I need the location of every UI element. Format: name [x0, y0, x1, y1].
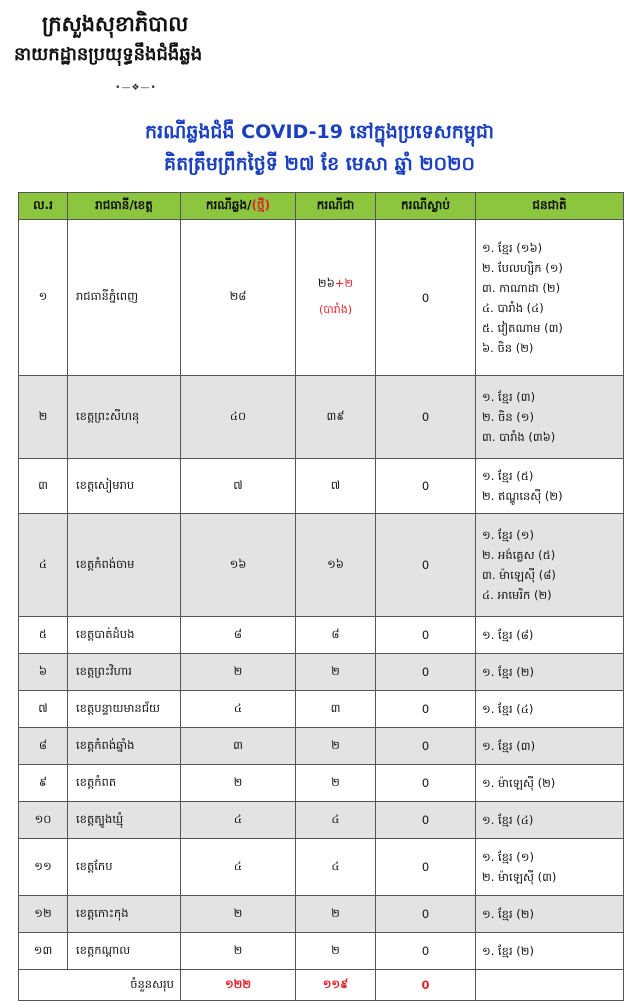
- table-row: [19, 617, 624, 654]
- table-body: [19, 220, 624, 1001]
- row-nationality: [476, 459, 624, 514]
- nationality-item: ១. ខ្មែរ (៣): [482, 390, 536, 404]
- table-row: [19, 691, 624, 728]
- nationality-item: ២. ម៉ាឡេស៊ី (៣): [482, 870, 557, 884]
- nationality-item: ១. ម៉ាឡេស៊ី (២): [482, 776, 556, 790]
- row-nationality: [476, 802, 624, 839]
- row-deaths: 0: [376, 933, 476, 970]
- nationality-item: ១. ខ្មែរ (៣): [482, 739, 536, 753]
- row-recovered: ៣៩: [296, 376, 376, 459]
- col-header-recovered: ករណីជា: [296, 193, 376, 220]
- nationality-item: ១. ខ្មែរ (២): [482, 944, 534, 958]
- row-recovered: ៤: [296, 802, 376, 839]
- row-cases: ២: [181, 765, 296, 802]
- row-province: ខេត្តកំពង់ឆ្នាំង: [68, 728, 181, 765]
- row-no: ១: [19, 220, 68, 376]
- table-row: [19, 765, 624, 802]
- row-recovered: ២: [296, 728, 376, 765]
- row-no: ៩: [19, 765, 68, 802]
- row-province: ខេត្តកណ្ដាល: [68, 933, 181, 970]
- nationality-item: ១. ខ្មែរ (៥): [482, 469, 534, 483]
- row-nationality: [476, 654, 624, 691]
- row-deaths: 0: [376, 220, 476, 376]
- row-cases: ២: [181, 896, 296, 933]
- nationality-item: ៤. បារាំង (៤): [482, 300, 544, 315]
- row-nationality: [476, 933, 624, 970]
- nationality-item: ១. ខ្មែរ (៤): [482, 702, 534, 716]
- row-deaths: 0: [376, 802, 476, 839]
- row-province: ខេត្តកំពង់ចាម: [68, 514, 181, 617]
- row-no: ១១: [19, 839, 68, 896]
- row-cases: ៤០: [181, 376, 296, 459]
- row-nationality: [476, 765, 624, 802]
- row-recovered: ២: [296, 654, 376, 691]
- nationality-item: ៥. វៀតណាម (៣): [482, 320, 563, 335]
- row-recovered: [296, 220, 376, 376]
- row-cases: ៤: [181, 839, 296, 896]
- row-deaths: 0: [376, 459, 476, 514]
- row-cases: ៤: [181, 802, 296, 839]
- nationality-item: ១. ខ្មែរ (៨): [482, 628, 534, 642]
- row-province: ខេត្តកំពត: [68, 765, 181, 802]
- col-header-nationality: ជនជាតិ: [476, 193, 624, 220]
- row-province: ខេត្តព្រះវិហារ: [68, 654, 181, 691]
- col-header-province: រាជធានី/ខេត្ត: [68, 193, 181, 220]
- row-deaths: 0: [376, 617, 476, 654]
- row-deaths: 0: [376, 514, 476, 617]
- row-recovered: ៨: [296, 617, 376, 654]
- row-province: ខេត្តកែប: [68, 839, 181, 896]
- table-row: [19, 459, 624, 514]
- row-no: ៧: [19, 691, 68, 728]
- total-deaths: 0: [376, 970, 476, 1001]
- row-recovered: ៧: [296, 459, 376, 514]
- row-nationality: [476, 376, 624, 459]
- row-recovered: ៣: [296, 691, 376, 728]
- row-nationality: [476, 839, 624, 896]
- recovered-note: (បារាំង): [318, 303, 353, 316]
- row-no: ៣: [19, 459, 68, 514]
- col-header-cases: [181, 193, 296, 220]
- row-recovered: ២: [296, 896, 376, 933]
- row-no: ៥: [19, 617, 68, 654]
- row-deaths: 0: [376, 839, 476, 896]
- row-nationality: [476, 691, 624, 728]
- row-cases: ៧: [181, 459, 296, 514]
- row-nationality: [476, 220, 624, 376]
- total-row: [19, 970, 624, 1001]
- table-row: [19, 802, 624, 839]
- total-recovered: ១១៩: [296, 970, 376, 1001]
- col-header-no: ល.រ: [19, 193, 68, 220]
- row-cases: ៤: [181, 691, 296, 728]
- table-row: [19, 839, 624, 896]
- row-no: ១០: [19, 802, 68, 839]
- row-province: ខេត្តបន្ទាយមានជ័យ: [68, 691, 181, 728]
- row-province: ខេត្តកោះកុង: [68, 896, 181, 933]
- table-row: [19, 514, 624, 617]
- nationality-item: ៣. កាណាដា (២): [482, 280, 561, 295]
- nationality-item: ២. បែលហ្សិក (១): [482, 260, 563, 275]
- table-row: [19, 728, 624, 765]
- row-deaths: 0: [376, 728, 476, 765]
- ornament-divider: •—❖—•: [115, 83, 157, 93]
- row-recovered: ១៦: [296, 514, 376, 617]
- covid-cases-table: [18, 192, 624, 1001]
- row-cases: ២៨: [181, 220, 296, 376]
- department-name: នាយកដ្ឋានប្រយុទ្ធនឹងជំងឺឆ្លង: [14, 44, 203, 65]
- row-cases: ២: [181, 654, 296, 691]
- row-nationality: [476, 728, 624, 765]
- total-cases: ១២២: [181, 970, 296, 1001]
- row-no: ៤: [19, 514, 68, 617]
- nationality-item: ១. ខ្មែរ (២): [482, 907, 534, 921]
- nationality-item: ៣. ម៉ាឡេស៊ី (៨): [482, 568, 556, 582]
- col-header-deaths: ករណីស្លាប់: [376, 193, 476, 220]
- row-deaths: 0: [376, 654, 476, 691]
- table-header-row: [19, 193, 624, 220]
- row-province: ខេត្តព្រះសីហនុ: [68, 376, 181, 459]
- nationality-item: ៦. ចិន (២): [482, 340, 534, 355]
- row-recovered: ៤: [296, 839, 376, 896]
- nationality-item: ១. ខ្មែរ (៤): [482, 813, 534, 827]
- row-no: ៦: [19, 654, 68, 691]
- row-province: រាជធានីភ្នំពេញ: [68, 220, 181, 376]
- table-row: [19, 933, 624, 970]
- nationality-item: ៤. អាមេរិក (២): [482, 588, 552, 602]
- table-row: [19, 376, 624, 459]
- total-nationality-empty: [476, 970, 624, 1001]
- nationality-item: ១. ខ្មែរ (២): [482, 665, 534, 679]
- row-cases: ១៦: [181, 514, 296, 617]
- row-no: ២: [19, 376, 68, 459]
- total-label: ចំនួនសរុប: [19, 970, 181, 1001]
- row-province: ខេត្តត្បូងឃ្មុំ: [68, 802, 181, 839]
- row-nationality: [476, 896, 624, 933]
- row-deaths: 0: [376, 691, 476, 728]
- nationality-item: ២. ចិន (១): [482, 410, 534, 424]
- row-province: ខេត្តសៀមរាប: [68, 459, 181, 514]
- nationality-item: ៣. បារាំង (៣៦): [482, 430, 556, 444]
- ministry-name: ក្រសួងសុខាភិបាល: [42, 11, 189, 36]
- row-no: ១២: [19, 896, 68, 933]
- table-row: [19, 220, 624, 376]
- row-no: ១៣: [19, 933, 68, 970]
- row-deaths: 0: [376, 896, 476, 933]
- recovered-value: ២៦: [317, 276, 335, 290]
- nationality-item: ២. ឥណ្ឌូនេស៊ី (២): [482, 489, 563, 503]
- row-province: ខេត្តបាត់ដំបង: [68, 617, 181, 654]
- nationality-item: ២. អង់គ្លេស (៥): [482, 548, 556, 562]
- row-deaths: 0: [376, 376, 476, 459]
- row-recovered: ២: [296, 933, 376, 970]
- table-row: [19, 654, 624, 691]
- cases-header-label: ករណីឆ្លង/: [205, 198, 252, 212]
- row-cases: ៣: [181, 728, 296, 765]
- row-nationality: [476, 617, 624, 654]
- row-deaths: 0: [376, 765, 476, 802]
- report-date: គិតត្រឹមព្រឹកថ្ងៃទី ២៧ ខែ មេសា ឆ្នាំ ២០២០: [164, 153, 475, 175]
- nationality-item: ១. ខ្មែរ (១): [482, 850, 534, 864]
- row-recovered: ២: [296, 765, 376, 802]
- row-no: ៨: [19, 728, 68, 765]
- nationality-item: ១. ខ្មែរ (១៦): [482, 240, 543, 255]
- row-cases: ២: [181, 933, 296, 970]
- row-nationality: [476, 514, 624, 617]
- cases-new-label: (ថ្មី): [251, 198, 271, 212]
- nationality-item: ១. ខ្មែរ (១): [482, 528, 534, 542]
- row-cases: ៨: [181, 617, 296, 654]
- table-row: [19, 896, 624, 933]
- report-title: ករណីឆ្លងជំងឺ COVID-19 នៅក្នុងប្រទេសកម្ពុជា: [145, 121, 494, 143]
- recovered-extra: +២: [334, 276, 354, 290]
